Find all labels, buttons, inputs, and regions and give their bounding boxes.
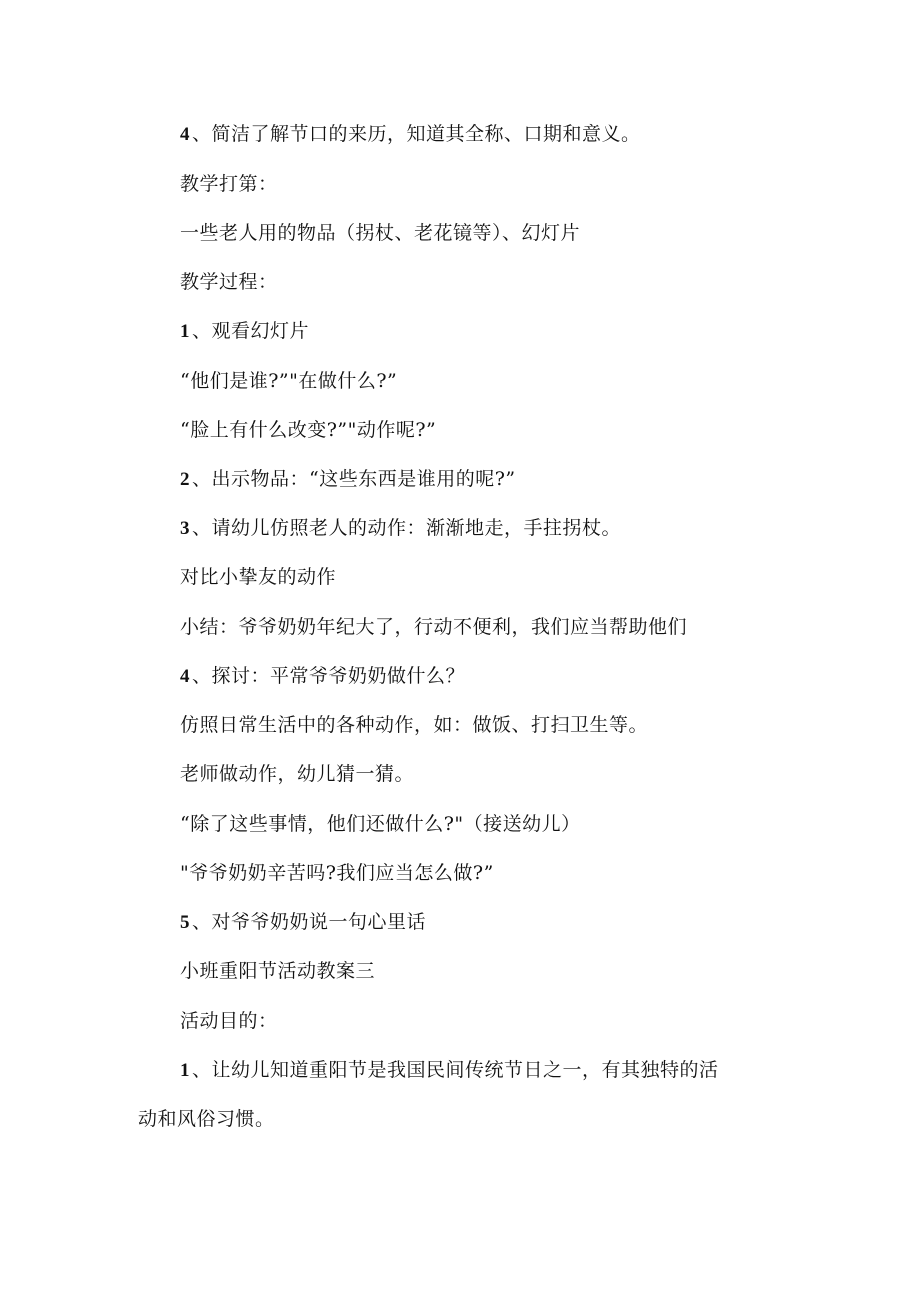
text-line xyxy=(180,515,621,542)
text-line xyxy=(180,318,309,345)
text-line xyxy=(180,368,397,394)
line-text: 老师做动作，幼儿猜一猜。 xyxy=(180,763,415,785)
line-text: 、对爷爷奶奶说一句心里话 xyxy=(192,911,427,933)
item-number: 2 xyxy=(180,469,190,490)
line-text: "爷爷奶奶辛苦吗?我们应当怎么做?” xyxy=(180,862,494,884)
text-line xyxy=(180,614,687,640)
text-line xyxy=(180,269,278,295)
text-line xyxy=(180,417,436,443)
line-text: 对比小挚友的动作 xyxy=(180,566,337,588)
line-text: 教学过程： xyxy=(180,271,278,293)
line-text: 、探讨：平常爷爷奶奶做什么？ xyxy=(192,665,466,687)
text-line xyxy=(180,909,426,936)
item-number: 5 xyxy=(180,912,190,933)
text-line xyxy=(180,466,516,493)
line-text: 、简洁了解节口的来历，知道其全称、口期和意义。 xyxy=(192,123,641,145)
line-text: 、观看幻灯片 xyxy=(192,320,310,342)
line-text: 活动目的： xyxy=(180,1010,278,1032)
text-line xyxy=(180,663,465,690)
line-text: 、让幼儿知道重阳节是我国民间传统节日之一，有其独特的活 xyxy=(192,1059,719,1081)
item-number: 3 xyxy=(180,518,190,539)
text-line xyxy=(180,121,641,148)
text-line xyxy=(180,860,494,886)
text-line xyxy=(180,171,278,197)
text-line xyxy=(180,712,648,738)
line-text: “脸上有什么改变?”"动作呢?” xyxy=(180,419,437,441)
text-line xyxy=(180,1057,719,1084)
text-line xyxy=(180,220,580,246)
line-text: 小结：爷爷奶奶年纪大了，行动不便利，我们应当帮助他们 xyxy=(180,616,688,638)
line-text: 动和风俗习惯。 xyxy=(138,1108,275,1130)
item-number: 4 xyxy=(180,666,190,687)
text-line xyxy=(138,1106,275,1132)
item-number: 1 xyxy=(180,321,190,342)
line-text: 、出示物品：“这些东西是谁用的呢?” xyxy=(192,468,516,490)
line-text: 教学打第： xyxy=(180,173,278,195)
text-line xyxy=(180,811,581,837)
line-text: “除了这些事情，他们还做什么?"（接送幼儿） xyxy=(180,813,581,835)
item-number: 1 xyxy=(180,1060,190,1081)
line-text: 小班重阳节活动教案三 xyxy=(180,960,376,982)
text-line xyxy=(180,564,336,590)
line-text: 一些老人用的物品（拐杖、老花镜等）、幻灯片 xyxy=(180,222,581,244)
text-line xyxy=(180,958,375,984)
item-number: 4 xyxy=(180,124,190,145)
line-text: 仿照日常生活中的各种动作，如：做饭、打扫卫生等。 xyxy=(180,714,649,736)
text-line xyxy=(180,1008,278,1034)
line-text: 、请幼儿仿照老人的动作：渐渐地走，手拄拐杖。 xyxy=(192,517,622,539)
line-text: “他们是谁?”"在做什么?” xyxy=(180,370,398,392)
text-line xyxy=(180,761,414,787)
